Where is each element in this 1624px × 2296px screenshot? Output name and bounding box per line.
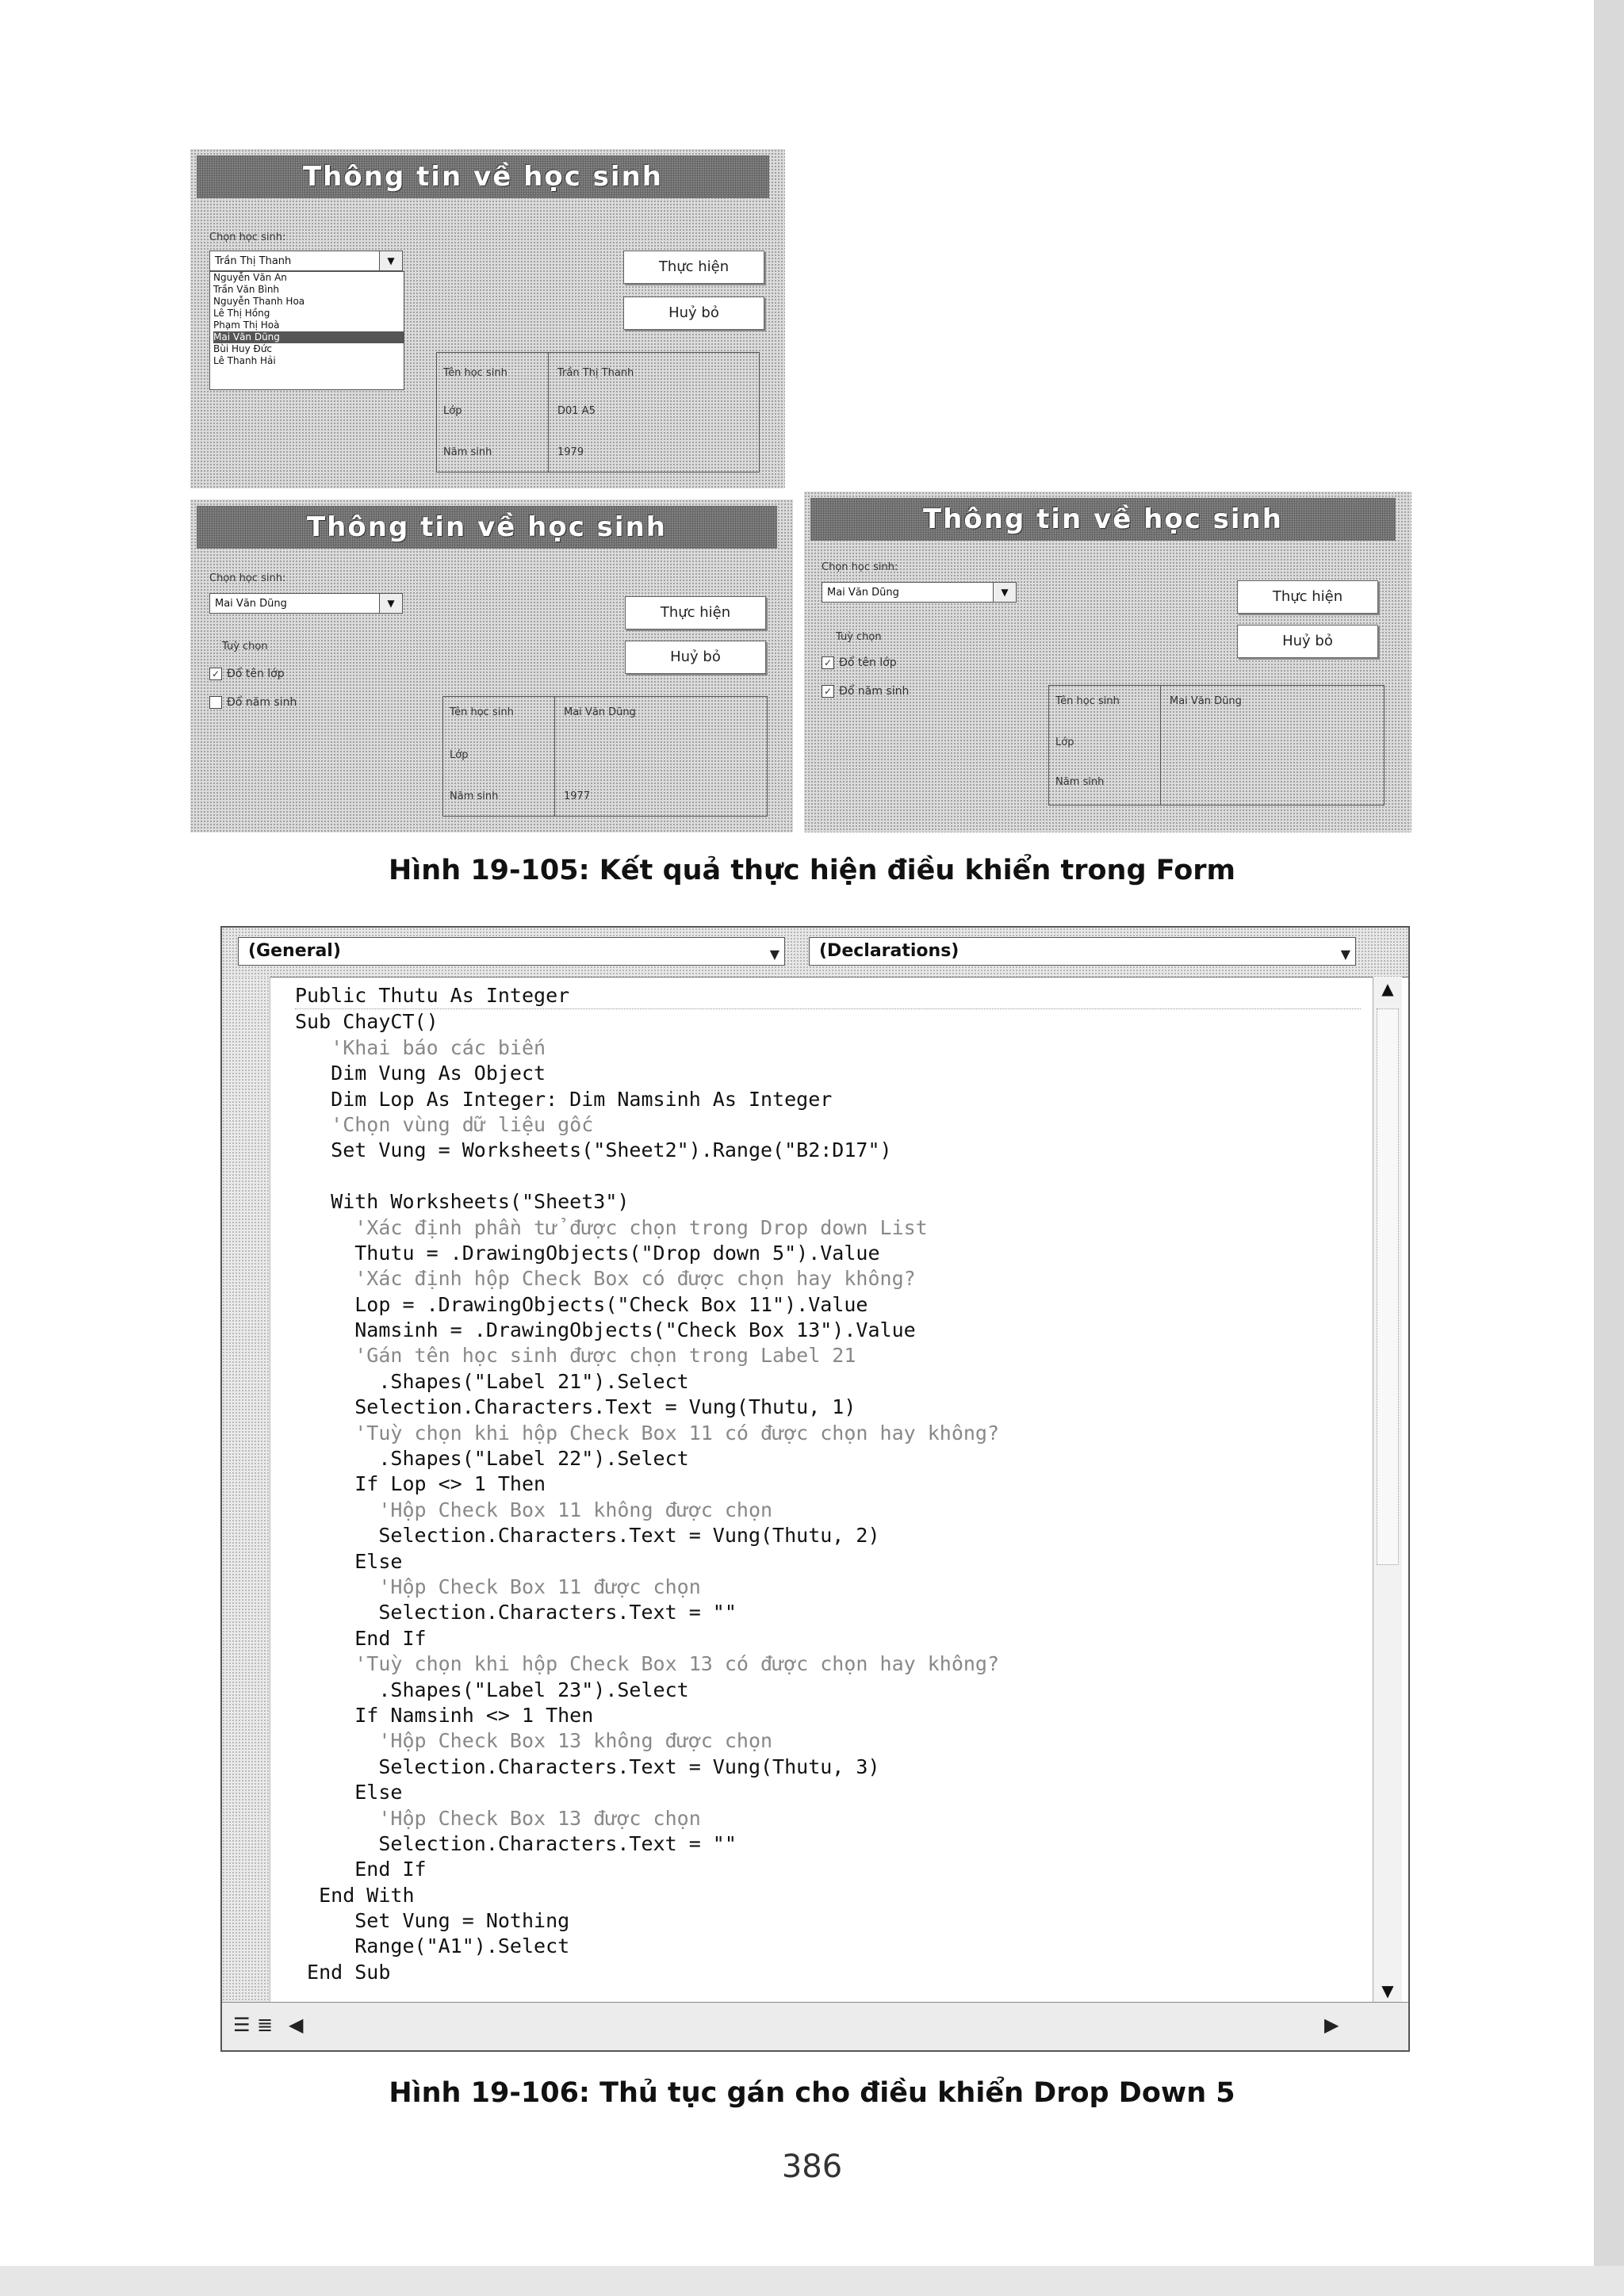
code-area[interactable] [295,983,1361,1985]
procedure-dropdown-value: (Declarations) [819,941,959,961]
code-line[interactable]: 'Hộp Check Box 11 không được chọn [295,1498,773,1521]
code-line[interactable]: 'Chọn vùng dữ liệu gốc [295,1112,594,1136]
code-line[interactable] [295,1164,1361,1189]
info-label-year: Năm sinh [1055,776,1105,788]
procedure-dropdown[interactable] [809,937,1356,966]
execute-button[interactable]: Thực hiện [623,251,764,284]
code-line[interactable]: 'Hộp Check Box 13 được chọn [295,1806,701,1830]
code-line[interactable]: 'Xác định phần tử được chọn trong Drop down List [295,1215,928,1239]
year-checkbox[interactable] [822,685,909,698]
code-line[interactable]: End If [295,1858,427,1881]
year-checkbox[interactable] [209,696,297,709]
student-combo[interactable]: Trần Thị Thanh [209,251,381,271]
list-item[interactable]: Nguyễn Văn An [213,272,287,283]
checkbox-box-checked[interactable]: ✓ [209,668,222,680]
code-editor-window [220,926,1410,2052]
class-checkbox[interactable] [209,668,285,680]
scan-edge-bottom [0,2266,1624,2296]
code-line[interactable]: 'Xác định hộp Check Box có được chọn hay không? [295,1267,916,1291]
checkbox-box-checked[interactable]: ✓ [822,656,834,669]
form-panel-3 [190,499,793,832]
code-line[interactable]: End Sub [295,1960,391,1984]
form-panel-1 [190,149,785,488]
info-label-name: Tên học sinh [443,367,508,379]
code-line[interactable]: 'Khai báo các biến [295,1035,546,1059]
options-label: Tuỳ chọn [836,631,882,643]
combo-dropdown-button[interactable]: ▼ [379,251,403,271]
student-combo[interactable]: Mai Văn Dũng [822,582,994,603]
info-label-class: Lớp [1055,737,1074,748]
class-checkbox[interactable] [822,656,897,669]
procedure-view-icon[interactable]: ☰ [233,2014,251,2036]
figure-caption-105: Hình 19-105: Kết quả thực hiện điều khiển trong Form [389,855,1235,886]
cancel-button[interactable]: Huỷ bỏ [1237,625,1378,658]
info-label-name: Tên học sinh [1055,695,1120,707]
code-line[interactable]: Selection.Characters.Text = Vung(Thutu, 2) [295,1524,880,1548]
year-checkbox-label: Đổ năm sinh [839,685,910,698]
code-line[interactable]: End With [295,1883,415,1907]
info-label-name: Tên học sinh [450,706,514,718]
scan-edge-right [1594,0,1624,2296]
editor-bottom-bar [222,2002,1408,2050]
list-item[interactable]: Lê Thanh Hải [213,355,276,366]
info-label-class: Lớp [450,749,469,761]
choose-student-label: Chọn học sinh: [822,561,898,573]
student-listbox[interactable] [209,271,404,390]
scroll-up-icon[interactable]: ▲ [1381,979,1394,998]
list-item[interactable]: Bùi Huy Đức [213,343,273,354]
info-value-class: D01 A5 [557,405,596,417]
scroll-down-icon[interactable]: ▼ [1381,1981,1394,2000]
page-number: 386 [781,2149,843,2185]
code-line[interactable]: If Namsinh <> 1 Then [295,1703,594,1727]
code-line[interactable]: Selection.Characters.Text = Vung(Thutu, 1) [295,1395,856,1419]
year-checkbox-label: Đổ năm sinh [227,696,297,709]
code-line[interactable]: Dim Vung As Object [295,1062,546,1085]
code-line[interactable]: 'Tuỳ chọn khi hộp Check Box 13 có được chọn hay không? [295,1652,1000,1676]
code-line[interactable]: Thutu = .DrawingObjects("Drop down 5").Value [295,1241,880,1265]
combo-dropdown-button[interactable]: ▼ [379,593,403,614]
code-line[interactable]: Dim Lop As Integer: Dim Namsinh As Integer [295,1087,833,1111]
combo-dropdown-button[interactable]: ▼ [993,582,1017,603]
info-value-year: 1979 [557,446,584,458]
figure-caption-106: Hình 19-106: Thủ tục gán cho điều khiển Drop Down 5 [389,2077,1235,2109]
execute-button[interactable]: Thực hiện [625,596,766,629]
code-line[interactable]: Sub ChayCT() [295,1010,439,1034]
code-line[interactable]: Set Vung = Worksheets("Sheet2").Range("B2:D17") [295,1138,892,1162]
scroll-left-icon[interactable]: ◀ [289,2014,304,2036]
info-label-year: Năm sinh [443,446,492,458]
execute-button[interactable]: Thực hiện [1237,580,1378,614]
choose-student-label: Chọn học sinh: [209,572,286,584]
student-info-box [442,696,768,817]
student-info-box [1048,685,1385,806]
editor-gutter [222,977,270,2003]
code-line[interactable]: With Worksheets("Sheet3") [295,1190,630,1214]
checkbox-box-checked[interactable]: ✓ [822,685,834,698]
cancel-button[interactable]: Huỷ bỏ [625,641,766,674]
form-panel-4 [804,492,1411,832]
list-item[interactable]: Nguyễn Thanh Hoa [213,296,305,307]
code-line[interactable]: Selection.Characters.Text = "" [295,1831,737,1855]
code-line[interactable]: 'Gán tên học sinh được chọn trong Label 21 [295,1344,856,1368]
list-item[interactable]: Trần Văn Bình [213,284,280,295]
code-line[interactable]: Namsinh = .DrawingObjects("Check Box 13").Value [295,1318,916,1342]
info-value-name: Trần Thị Thanh [557,367,634,379]
list-item[interactable]: Lê Thị Hồng [213,308,270,319]
code-line[interactable]: 'Tuỳ chọn khi hộp Check Box 11 có được chọn hay không? [295,1421,1000,1445]
figure-19-105 [190,149,1411,832]
info-label-year: Năm sinh [450,790,499,802]
full-module-view-icon[interactable]: ≣ [257,2014,274,2036]
list-item[interactable]: Phạm Thị Hoà [213,320,280,331]
form-title: Thông tin về học sinh [810,498,1396,541]
code-line[interactable]: If Lop <> 1 Then [295,1472,546,1496]
class-checkbox-label: Đổ tên lớp [839,656,897,669]
info-value-name: Mai Văn Dũng [1170,695,1242,707]
info-label-class: Lớp [443,405,462,417]
code-line[interactable]: 'Hộp Check Box 13 không được chọn [295,1729,773,1753]
code-line[interactable]: Else [295,1781,403,1804]
editor-toolbar [222,928,1408,978]
object-dropdown[interactable] [238,937,785,966]
vertical-scrollbar[interactable] [1373,977,1402,2003]
scroll-thumb[interactable] [1377,1008,1399,1565]
chevron-down-icon[interactable]: ▼ [1340,947,1350,962]
student-info-box [436,352,760,473]
code-line[interactable]: .Shapes("Label 23").Select [295,1678,689,1701]
code-line[interactable]: Set Vung = Nothing [295,1909,570,1933]
form-title: Thông tin về học sinh [197,506,777,549]
code-line[interactable]: .Shapes("Label 21").Select [295,1369,689,1393]
choose-student-label: Chọn học sinh: [209,232,286,243]
form-title: Thông tin về học sinh [197,155,769,198]
code-line[interactable]: Range("A1").Select [295,1934,570,1958]
checkbox-box[interactable] [209,696,222,709]
code-line[interactable]: Selection.Characters.Text = Vung(Thutu, 3) [295,1755,880,1778]
options-label: Tuỳ chọn [222,641,268,652]
code-line[interactable]: Selection.Characters.Text = "" [295,1601,737,1624]
student-combo[interactable]: Mai Văn Dũng [209,593,381,614]
class-checkbox-label: Đổ tên lớp [227,668,285,680]
chevron-down-icon[interactable]: ▼ [769,947,779,962]
code-line[interactable]: End If [295,1626,427,1650]
code-line[interactable]: 'Hộp Check Box 11 được chọn [295,1575,701,1598]
info-value-name: Mai Văn Dũng [564,706,636,718]
list-item-selected[interactable]: Mai Văn Dũng [213,331,404,343]
object-dropdown-value: (General) [248,941,341,961]
info-value-year: 1977 [564,790,591,802]
code-line[interactable]: .Shapes("Label 22").Select [295,1447,689,1471]
scroll-right-icon[interactable]: ▶ [1324,2014,1339,2036]
code-line[interactable]: Lop = .DrawingObjects("Check Box 11").Value [295,1292,868,1316]
cancel-button[interactable]: Huỷ bỏ [623,297,764,330]
code-line[interactable]: Else [295,1549,403,1573]
code-line[interactable]: Public Thutu As Integer [295,983,1361,1009]
